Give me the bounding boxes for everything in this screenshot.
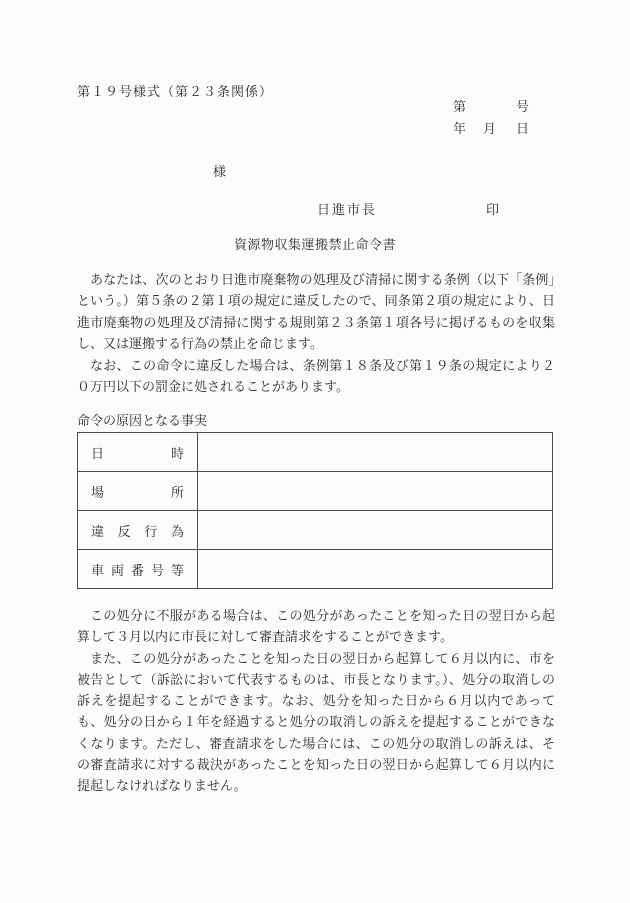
document-number-suffix: 号 bbox=[516, 100, 530, 115]
date-day-label: 日 bbox=[516, 122, 530, 137]
row-value-place bbox=[198, 472, 553, 511]
row-value-violation bbox=[198, 511, 553, 550]
table-row bbox=[78, 472, 553, 511]
facts-table-caption: 命令の原因となる事実 bbox=[77, 414, 208, 429]
seal-placeholder: 印 bbox=[486, 203, 500, 218]
notice-paragraph-1: この処分に不服がある場合は、この処分があったことを知った日の翌日から起算して３月以内に市長に対して審査請求をすることができます。 bbox=[77, 609, 555, 646]
date-year-label: 年 bbox=[453, 122, 467, 137]
notice-paragraph-2: また、この処分があったことを知った日の翌日から起算して６月以内に、市を被告として（訴訟において代表するものは、市長となります。）、処分の取消しの訴えを提起することができます。なお、処分を知った日から６月以内であっても、処分の日から１年を経過すると処分の取消しの訴えを提起することができなくなります。ただし、審査請求をした場合には、この処分の取消しの訴えは、その審査請求に対する裁決があったことを知った日の翌日から起算して６月以内に提起しなければなりません。 bbox=[77, 651, 555, 795]
addressee-honorific: 様 bbox=[213, 165, 227, 180]
facts-table bbox=[77, 432, 553, 589]
issuer-title: 日進市長 bbox=[317, 203, 378, 218]
row-header-place: 場所 bbox=[78, 472, 198, 511]
row-value-vehicle-number bbox=[198, 550, 553, 589]
document-number-prefix: 第 bbox=[453, 100, 467, 115]
body-text bbox=[77, 270, 555, 398]
body-paragraph-1: あなたは、次のとおり日進市廃棄物の処理及び清掃に関する条例（以下「条例」という。）第５条の２第１項の規定に違反したので、同条第２項の規定により、日進市廃棄物の処理及び清掃に関する規則第２３条第１項各号に掲げるものを収集し、又は運搬する行為の禁止を命じます。 bbox=[77, 273, 555, 353]
table-row bbox=[78, 550, 553, 589]
table-row bbox=[78, 433, 553, 472]
row-value-datetime bbox=[198, 433, 553, 472]
body-paragraph-2: なお、この命令に違反した場合は、条例第１８条及び第１９条の規定により２０万円以下の罰金に処されることがあります。 bbox=[77, 358, 555, 396]
row-header-violation: 違反行為 bbox=[78, 511, 198, 550]
form-number: 第１９号様式（第２３条関係） bbox=[77, 85, 274, 100]
table-row bbox=[78, 511, 553, 550]
document-title: 資源物収集運搬禁止命令書 bbox=[233, 238, 396, 253]
row-header-datetime: 日時 bbox=[78, 433, 198, 472]
appeal-notice-text bbox=[77, 606, 555, 798]
row-header-vehicle-number: 車両番号等 bbox=[78, 550, 198, 589]
date-month-label: 月 bbox=[483, 122, 497, 137]
